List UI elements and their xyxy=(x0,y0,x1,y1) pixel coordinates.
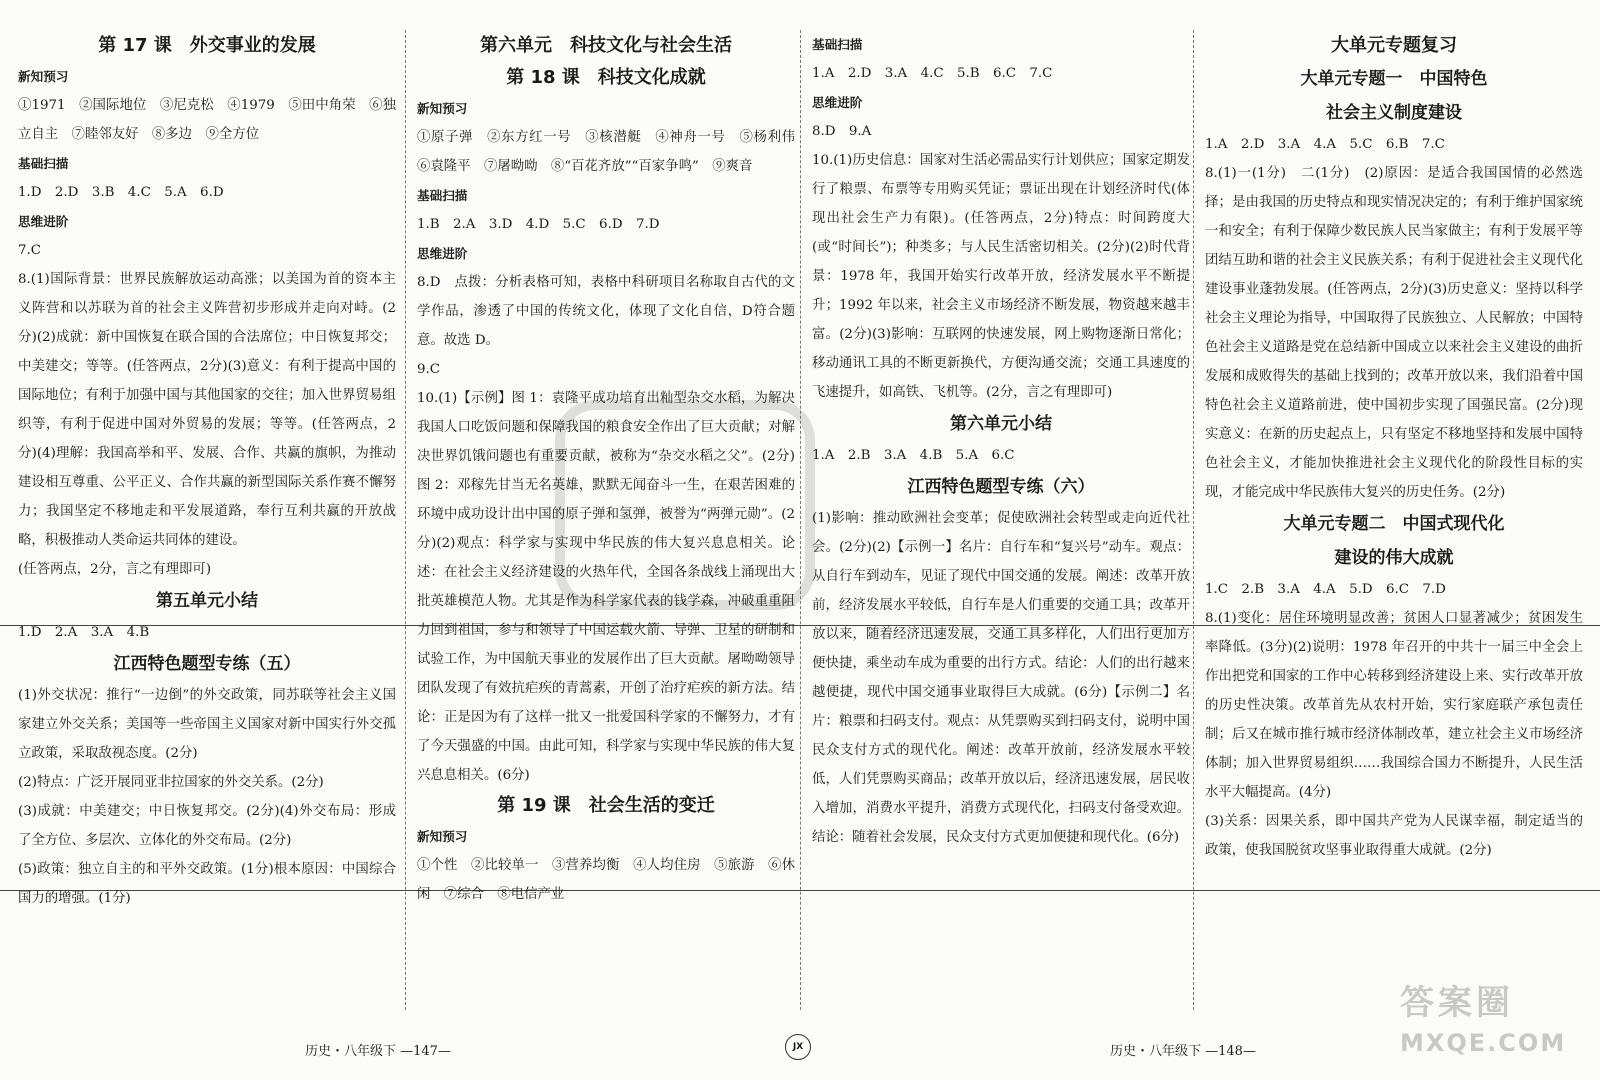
unit-6-summary-answers: 1.A 2.B 3.A 4.B 5.A 6.C xyxy=(812,448,1015,463)
watermark-line-1: 答案圈 xyxy=(1400,983,1514,1023)
section-heading-advanced: 思维进阶 xyxy=(417,246,468,261)
preview-answers: ①原子弹 ②东方红一号 ③核潜艇 ④神舟一号 ⑤杨利伟 ⑥袁隆平 ⑦屠呦呦 ⑧“百花齐放”“百家争鸣” ⑨爽音 xyxy=(417,130,809,174)
lesson-17-title: 第 17 课 外交事业的发展 xyxy=(98,35,316,56)
page-footer-left: 历史・八年级下 —147— xyxy=(305,1044,451,1059)
topic-2-answers: 1.C 2.B 3.A 4.A 5.D 6.C 7.D xyxy=(1205,582,1446,597)
unit-6-title: 第六单元 科技文化与社会生活 xyxy=(480,35,732,56)
section-heading-preview: 新知预习 xyxy=(18,69,69,84)
jiangxi-practice-5-title: 江西特色题型专练（五） xyxy=(113,654,301,674)
section-heading-advanced: 思维进阶 xyxy=(18,214,69,229)
section-heading-preview: 新知预习 xyxy=(417,101,468,116)
section-heading-advanced: 思维进阶 xyxy=(812,95,863,110)
advanced-q8-q9: 8.D 9.A xyxy=(812,124,872,139)
topic-1-answers: 1.A 2.D 3.A 4.A 5.C 6.B 7.C xyxy=(1205,137,1445,152)
watermark-logo xyxy=(1400,980,1570,1070)
page-footer-right: 历史・八年级下 —148— xyxy=(1110,1044,1256,1059)
topic-1-q8: 8.(1)一(1分) 二(1分) (2)原因：是适合我国国情的必然选择；是由我国的历史特点和现实情况决定的；有利于维护国家统一和安全；有利于保障少数民族人民当家做主；有利于发展平等团结互助和谐的社会主义民族关系；有利于促进社会主义现代化建设事业蓬勃发展。(任答两点，2分)(3)历史意义：坚持以科学社会主义理论为指导，中国取得了民族独立、人民解放；中国特色社会主义道路是党在总结新中国成立以来社会主义建设的曲折发展和成败得失的基础上找到的；改革开放以来，我们沿着中国特色社会主义道路前进，使中国初步实现了国强民富。(2分)现实意义：在新的历史起点上，只有坚定不移地坚持和发展中国特色社会主义，才能加快推进社会主义现代化的阶段性目标的实现，才能完成中华民族伟大复兴的历史任务。(2分) xyxy=(1205,166,1583,500)
column-4 xyxy=(1205,30,1583,865)
advanced-q9: 9.C xyxy=(417,362,441,377)
advanced-q10: 10.(1)历史信息：国家对生活必需品实行计划供应；国家定期发行了粮票、布票等专用购买凭证；票证出现在计划经济时代(体现出社会生产力有限)。(任答两点，2分)特点：时间跨度大(或“时间长”)；种类多；与人民生活密切相关。(2分)(2)时代背景：1978 年，我国开始实行改革开放，经济发展水平不断提升；1992 年以来，社会主义市场经济不断发展，物资越来越丰富。(2分)(3)影响：互联网的快速发展，网上购物逐渐日常化；移动通讯工具的不断更新换代，方便沟通交流；交通工具速度的飞速提升，如高铁、飞机等。(2分，言之有理即可) xyxy=(812,153,1190,400)
advanced-q8: 8.(1)国际背景：世界民族解放运动高涨；以美国为首的资本主义阵营和以苏联为首的社会主义阵营初步形成并走向对峙。(2分)(2)成就：新中国恢复在联合国的合法席位；中日恢复邦交；中美建交；等等。(任答两点，2分)(3)意义：有利于提高中国的国际地位；有利于加强中国与其他国家的交往；加入世界贸易组织等，有利于促进中国对外贸易的发展；等等。(任答两点，2分)(4)理解：我国高举和平、发展、合作、共赢的旗帜，为推动建设相互尊重、公平正义、合作共赢的新型国际关系作赛不懈努力；我国坚定不移地走和平发展道路，奉行互利共赢的开放战略，积极推动人类命运共同体的建设。 xyxy=(18,272,396,548)
unit-5-summary-answers: 1.D 2.A 3.A 4.B xyxy=(18,625,150,640)
column-divider-2 xyxy=(800,30,801,1010)
column-3 xyxy=(812,30,1190,852)
column-divider-3 xyxy=(1193,30,1194,1010)
section-heading-basic: 基础扫描 xyxy=(18,156,69,171)
jiangxi-practice-6-title: 江西特色题型专练（六） xyxy=(907,477,1095,497)
preview-answers: ①1971 ②国际地位 ③尼克松 ④1979 ⑤田中角荣 ⑥独立自主 ⑦睦邻友好 ⑧多边 ⑨全方位 xyxy=(18,98,396,142)
column-1 xyxy=(18,30,396,913)
topic-2-title: 大单元专题二 中国式现代化 建设的伟大成就 xyxy=(1283,514,1505,568)
section-heading-preview-2: 新知预习 xyxy=(417,829,468,844)
basic-answers: 1.D 2.D 3.B 4.C 5.A 6.D xyxy=(18,185,224,200)
lesson-19-title: 第 19 课 社会生活的变迁 xyxy=(497,795,715,816)
preview-answers-2: ①个性 ②比较单一 ③营养均衡 ④人均住房 ⑤旅游 ⑥休闲 ⑦综合 ⑧电信产业 xyxy=(417,858,795,902)
lesson-18-title: 第 18 课 科技文化成就 xyxy=(506,67,706,88)
jx-badge-icon: JX xyxy=(785,1034,811,1060)
basic-answers: 1.A 2.D 3.A 4.C 5.B 6.C 7.C xyxy=(812,66,1053,81)
advanced-q8: 8.D 点拨：分析表格可知，表格中科研项目名称取自古代的文学作品，渗透了中国的传统文化，体现了文化自信，D符合题意。故选 D。 xyxy=(417,275,795,348)
section-heading-basic: 基础扫描 xyxy=(417,188,468,203)
jiangxi-practice-5-body: (1)外交状况：推行“一边倒”的外交政策，同苏联等社会主义国家建立外交关系；美国等一些帝国主义国家对新中国实行外交孤立政策，采取敌视态度。(2分) (2)特点：广泛开展同亚非拉国家的外交关系。(2分) (3)成就：中美建交；中日恢复邦交。(2分)(4)外交布局：形成了全方位、多层次、立体化的外交布局。(2分) (5)政策：独立自主的和平外交政策。(1分)根本原因：中国综合国力的增强。(1分) xyxy=(18,688,396,906)
section-heading-basic: 基础扫描 xyxy=(812,37,863,52)
topic-2-q8: 8.(1)变化：居住环境明显改善；贫困人口显著减少；贫困发生率降低。(3分)(2)说明：1978 年召开的中共十一届三中全会上作出把党和国家的工作中心转移到经济建设上来、实行改革开放的历史性决策。改革首先从农村开始，实行家庭联产承包责任制；后又在城市推行城市经济体制改革，建立社会主义市场经济体制；加入世界贸易组织……我国综合国力不断提升，人民生活水平大幅提高。(4分) (3)关系：因果关系，即中国共产党为人民谋幸福，制定适当的政策，使我国脱贫攻坚事业取得重大成就。(2分) xyxy=(1205,611,1583,858)
advanced-q10: 10.(1)【示例】图 1：袁隆平成功培育出籼型杂交水稻，为解决我国人口吃饭问题和保障我国的粮食安全作出了巨大贡献；对解决世界饥饿问题也有重要贡献，被称为“杂交水稻之父”。(2分)图 2：邓稼先甘当无名英雄，默默无闻奋斗一生，在艰苦困难的环境中成功设计出中国的原子弹和氢弹，被誉为“两弹元勋”。(2分)(2)观点：科学家与实现中华民族的伟大复兴息息相关。论述：在社会主义经济建设的火热年代，全国各条战线上涌现出大批英雄模范人物。尤其是作为科学家代表的钱学森，冲破重重阻力回到祖国，参与和领导了中国运载火箭、导弹、卫星的研制和试验工作，为中国航天事业的发展作出了巨大贡献。屠呦呦领导团队发现了有效抗疟疾的青蒿素，开创了治疗疟疾的新方法。结论：正是因为有了这样一批又一批爱国科学家的不懈努力，才有了今天强盛的中国。由此可知，科学家与实现中华民族的伟大复兴息息相关。(6分) xyxy=(417,391,795,783)
advanced-q7: 7.C xyxy=(18,243,42,258)
unit-6-summary-title: 第六单元小结 xyxy=(950,414,1052,434)
basic-answers: 1.B 2.A 3.D 4.D 5.C 6.D 7.D xyxy=(417,217,660,232)
column-2 xyxy=(417,30,809,909)
jiangxi-practice-6-body: (1)影响：推动欧洲社会变革；促使欧洲社会转型或走向近代社会。(2分)(2)【示例一】名片：自行车和“复兴号”动车。观点：从自行车到动车，见证了现代中国交通的发展。阐述：改革开放前，经济发展水平较低，自行车是人们重要的交通工具；改革开放以来，随着经济迅速发展，交通工具多样化，人们出行更加方便快捷，乘坐动车成为重要的出行方式。结论：人们的出行越来越便捷，现代中国交通事业取得巨大成就。(6分)【示例二】名片：粮票和扫码支付。观点：从凭票购买到扫码支付，说明中国民众支付方式的现代化。阐述：改革开放前，经济发展水平较低，人们凭票购买商品；改革开放以后，经济迅速发展，居民收入增加，消费水平提升，消费方式现代化，扫码支付备受欢迎。结论：随着社会发展，民众支付方式更加便捷和现代化。(6分) xyxy=(812,511,1190,845)
watermark-line-2: MXQE.COM xyxy=(1400,1029,1567,1057)
unit-5-summary-title: 第五单元小结 xyxy=(156,591,258,611)
column-divider-1 xyxy=(405,30,406,1010)
big-unit-review-title: 大单元专题复习 xyxy=(1331,35,1457,56)
advanced-q8-end: (任答两点，2分，言之有理即可) xyxy=(18,562,212,577)
topic-1-title: 大单元专题一 中国特色 社会主义制度建设 xyxy=(1300,69,1488,123)
